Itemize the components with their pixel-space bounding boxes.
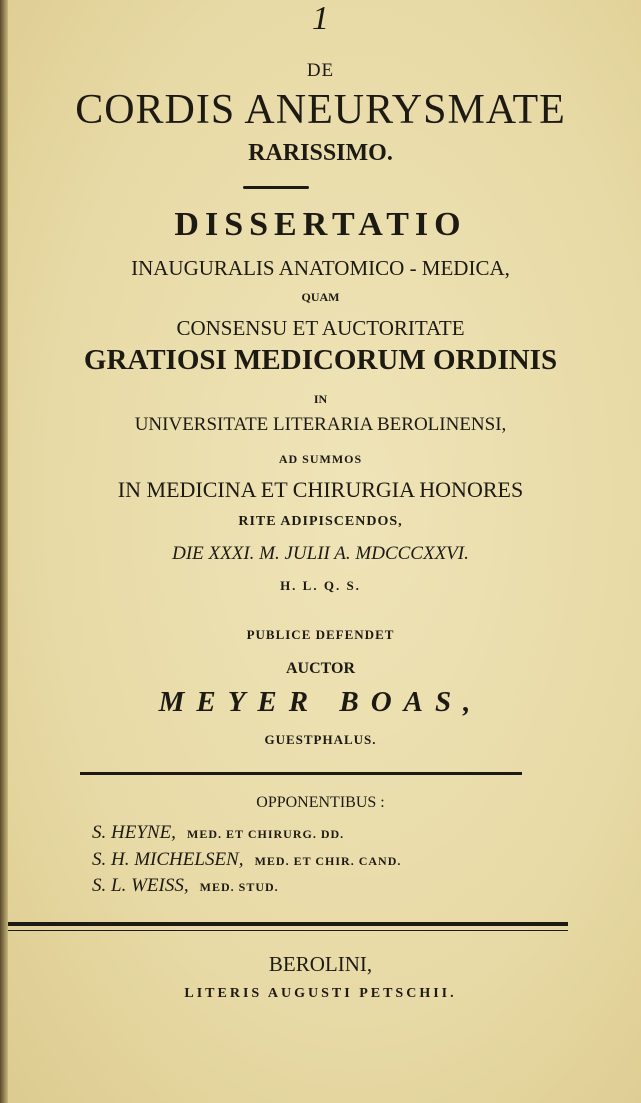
opponent-name: S. H. MICHELSEN, bbox=[92, 849, 244, 870]
opponents-heading: OPPONENTIBUS : bbox=[256, 794, 385, 811]
defense-line1: PUBLICE DEFENDET bbox=[246, 627, 395, 642]
dissertatio-line3: CONSENSU ET AUCTORITATE bbox=[176, 316, 465, 340]
imprint-rule-thin bbox=[8, 930, 568, 931]
dissertatio-date: DIE XXXI. M. JULII A. MDCCCXXVI. bbox=[172, 543, 469, 564]
dissertatio-line1: INAUGURALIS ANATOMICO - MEDICA, bbox=[131, 256, 510, 280]
opponent-title: MED. ET CHIRURG. DD. bbox=[187, 827, 345, 841]
opponent-title: MED. STUD. bbox=[199, 880, 279, 894]
opponents-rule bbox=[80, 772, 522, 775]
opponent-row bbox=[92, 822, 344, 844]
opponent-name: S. L. WEISS, bbox=[92, 875, 189, 896]
defense-origin: GUESTPHALUS. bbox=[264, 732, 377, 747]
opponent-name: S. HEYNE, bbox=[92, 822, 176, 843]
dissertatio-line9: RITE ADIPISCENDOS, bbox=[238, 514, 403, 529]
opponent-title: MED. ET CHIR. CAND. bbox=[254, 854, 402, 868]
title-main: CORDIS ANEURYSMATE bbox=[75, 87, 566, 133]
opponent-row bbox=[92, 875, 279, 897]
dissertatio-line5: IN bbox=[313, 392, 328, 406]
defense-line2: AUCTOR bbox=[285, 660, 356, 677]
dissertatio-hlqs: H. L. Q. S. bbox=[280, 578, 361, 593]
dissertatio-line4: GRATIOSI MEDICORUM ORDINIS bbox=[83, 344, 558, 376]
imprint-city: BEROLINI, bbox=[268, 952, 373, 976]
defense-author: MEYER BOAS, bbox=[158, 686, 483, 718]
dissertatio-line6: UNIVERSITATE LITERARIA BEROLINENSI, bbox=[134, 414, 507, 435]
imprint-rule-thick bbox=[8, 922, 568, 926]
dissertatio-line7: AD SUMMOS bbox=[278, 452, 363, 466]
imprint-printer: LITERIS AUGUSTI PETSCHII. bbox=[184, 986, 457, 1001]
page-mark: 1 bbox=[312, 0, 329, 37]
dissertatio-line2: QUAM bbox=[301, 290, 340, 304]
title-sub: RARISSIMO. bbox=[248, 140, 393, 166]
dissertatio-heading: DISSERTATIO bbox=[174, 206, 467, 243]
title-rule bbox=[243, 186, 309, 189]
opponent-row bbox=[92, 849, 401, 871]
title-prefix: DE bbox=[306, 60, 335, 81]
dissertatio-line8: IN MEDICINA ET CHIRURGIA HONORES bbox=[117, 477, 524, 502]
